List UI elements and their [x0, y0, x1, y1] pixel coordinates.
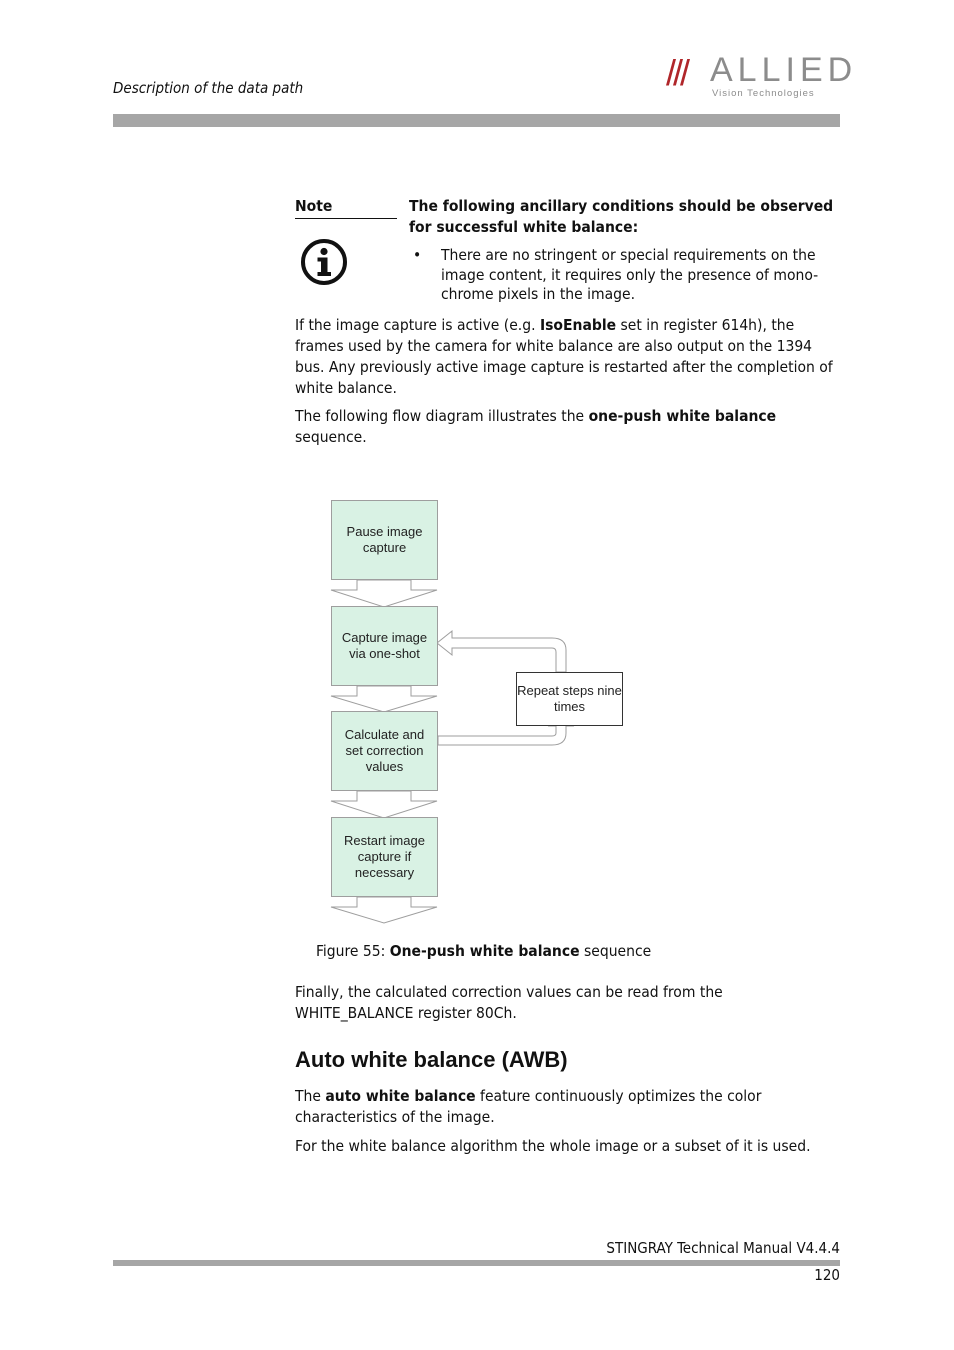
isoenable-term: IsoEnable: [539, 316, 617, 334]
paragraph-read-values: Finally, the calculated correction values can be read from the WHITE_BALANCE register 80Ch.: [295, 983, 723, 1022]
logo-word: ALLIED: [710, 51, 858, 89]
step-calculate-correction: Calculate and set correction values: [331, 711, 438, 791]
header-divider: [113, 114, 840, 127]
paragraph-awb-algorithm: For the white balance algorithm the whole image or a subset of it is used.: [295, 1137, 811, 1155]
flow-arrow-4: [331, 897, 437, 923]
section-heading-awb: Auto white balance (AWB): [295, 1047, 568, 1072]
flow-arrow-3: [331, 791, 437, 818]
page-number: 120: [814, 1266, 840, 1284]
step-capture-one-shot: Capture image via one-shot: [331, 606, 438, 686]
paragraph-awb-intro: The auto white balance feature continuously optimizes the color characteristics of the image.: [295, 1087, 762, 1126]
logo-subtitle: Vision Technologies: [712, 88, 815, 99]
awb-term: auto white balance: [325, 1087, 476, 1105]
caption-bold: One-push white balance: [389, 942, 580, 960]
allied-logo: [666, 51, 858, 104]
paragraph-capture-active: If the image capture is active (e.g. IsoEnable set in register 614h), the frames used by the camera for white balance are also output on the 1394 bus. Any previously active image capture is restarted after the completion of white balance.: [295, 316, 833, 397]
flow-diagram: [300, 490, 640, 930]
step-restart-capture: Restart image capture if necessary: [331, 817, 438, 897]
paragraph-flow-intro: The following flow diagram illustrates the one-push white balance sequence.: [295, 407, 777, 446]
header-section-title: Description of the data path: [113, 79, 304, 97]
footer-manual-title: STINGRAY Technical Manual V4.4.4: [606, 1239, 840, 1257]
figure-caption: Figure 55: One-push white balance sequence: [316, 942, 652, 960]
note-bullet-text: There are no stringent or special requirements on the image content, it requires only the presence of mono-chrome pixels in the image.: [441, 246, 819, 303]
step-pause-capture: Pause image capture: [331, 500, 438, 580]
footer-divider: [113, 1260, 840, 1266]
repeat-steps-box: Repeat steps nine times: [516, 672, 623, 726]
bullet-symbol: •: [413, 246, 422, 264]
loop-arrow-back: [437, 631, 566, 672]
info-icon: [300, 238, 348, 286]
note-heading: The following ancillary conditions should be observed for successful white balance:: [409, 197, 834, 236]
note-label: Note: [295, 197, 397, 219]
flow-arrow-2: [331, 686, 437, 712]
one-push-term: one-push white balance: [588, 407, 777, 425]
logo-slashes: ///: [666, 52, 688, 93]
flow-arrow-1: [331, 580, 437, 607]
